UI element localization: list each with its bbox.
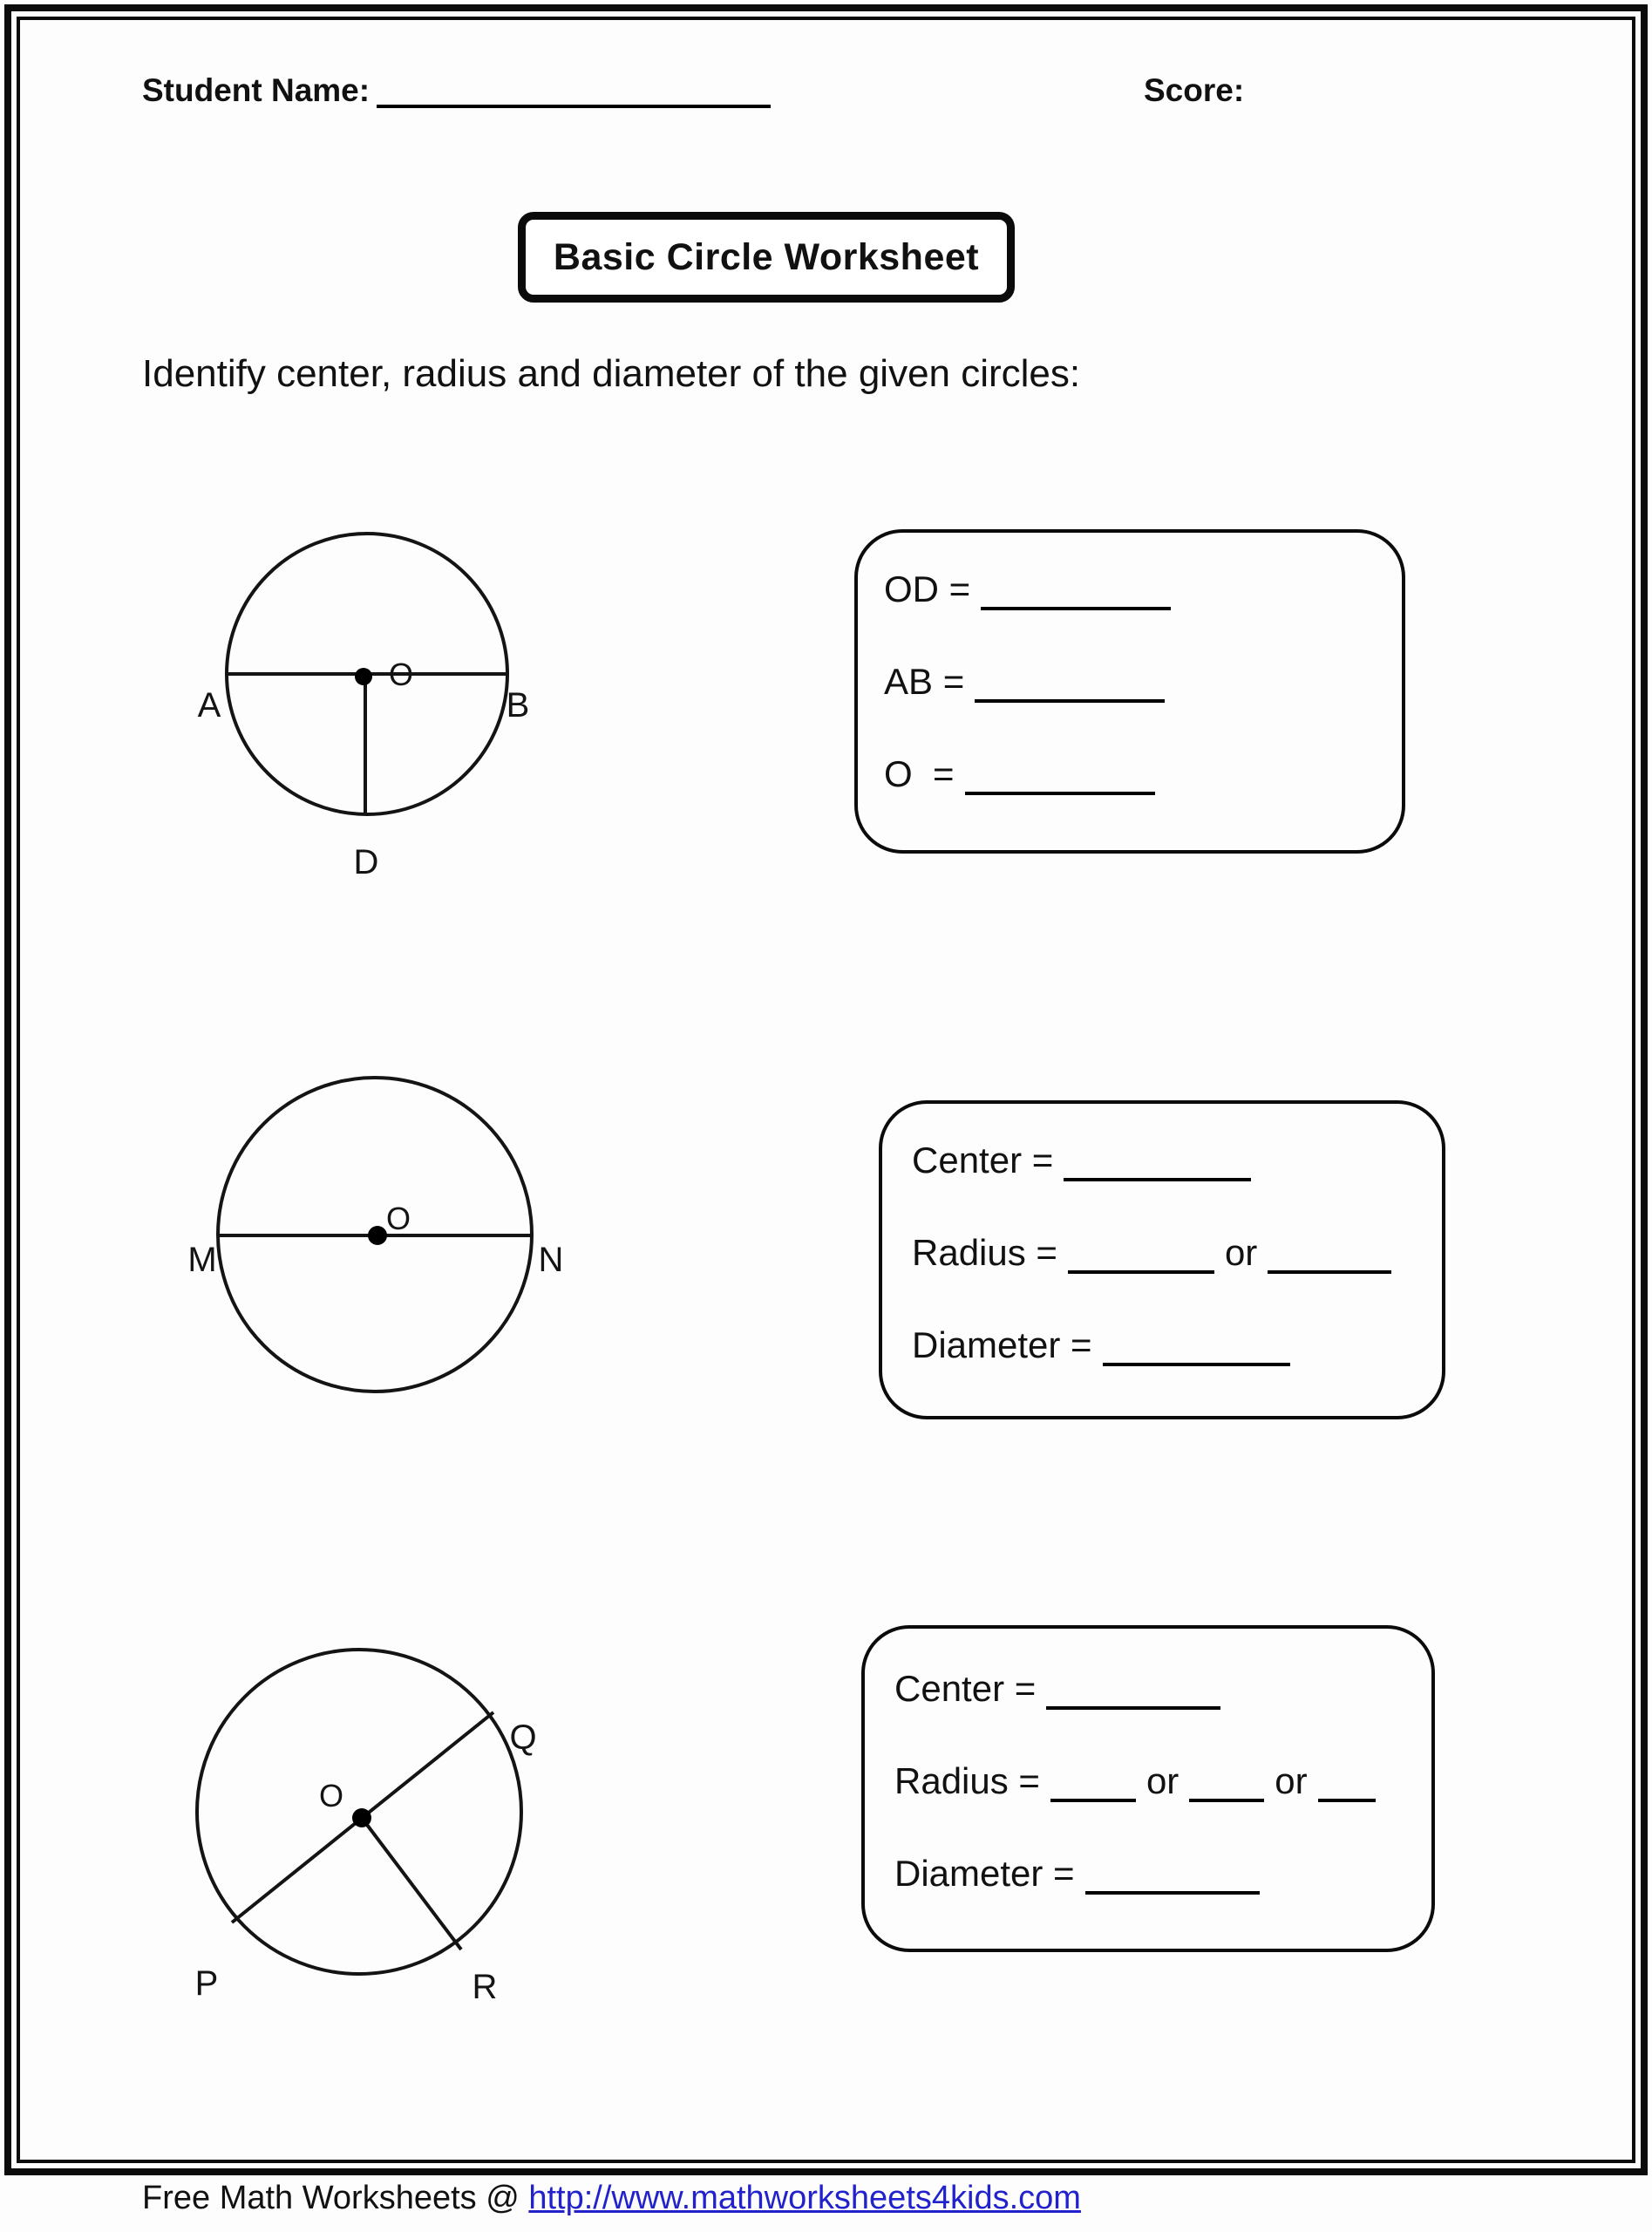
footer-link[interactable]: http://www.mathworksheets4kids.com: [528, 2180, 1081, 2216]
center-label-o: O: [385, 1201, 411, 1236]
or-label: or: [1275, 1760, 1308, 1801]
or-label: or: [1146, 1760, 1180, 1801]
answer-row: [884, 564, 1402, 615]
or-label: or: [1224, 1232, 1258, 1273]
center-label-o: O: [318, 1778, 344, 1814]
answer-blank-radius-2[interactable]: [1189, 1799, 1264, 1802]
instruction-text: Identify center, radius and diameter of the given circles:: [142, 352, 1081, 395]
answer-label-ab: AB =: [884, 661, 965, 702]
answer-blank-center[interactable]: [1064, 1178, 1251, 1181]
answer-blank-radius-3[interactable]: [1318, 1799, 1376, 1802]
answer-row: [884, 657, 1402, 707]
center-label-o: O: [388, 657, 414, 692]
answer-label-diameter: Diameter =: [894, 1853, 1075, 1894]
answer-row: [912, 1228, 1442, 1278]
answer-blank-radius-1[interactable]: [1068, 1270, 1214, 1274]
center-dot: [352, 1808, 371, 1827]
answer-label-od: OD =: [884, 568, 971, 609]
answer-box-2: [879, 1100, 1445, 1419]
answer-box-1: [854, 529, 1405, 854]
center-dot: [355, 668, 372, 685]
point-label-m: M: [187, 1241, 217, 1279]
center-dot: [368, 1226, 387, 1245]
answer-label-diameter: Diameter =: [912, 1324, 1092, 1365]
radius-line-or: [362, 1818, 461, 1950]
point-label-n: N: [538, 1241, 564, 1279]
answer-row: [912, 1320, 1442, 1371]
answer-blank-o[interactable]: [965, 792, 1155, 795]
point-label-p: P: [194, 1964, 219, 2003]
answer-label-radius: Radius =: [894, 1760, 1040, 1801]
answer-blank-radius-2[interactable]: [1268, 1270, 1391, 1274]
point-label-r: R: [472, 1968, 498, 2006]
answer-label-center: Center =: [894, 1668, 1037, 1709]
footer: [142, 2180, 1081, 2217]
student-name-label: Student Name:: [142, 72, 371, 108]
answer-label-o: O =: [884, 753, 955, 794]
answer-row: [894, 1756, 1431, 1807]
answer-label-radius: Radius =: [912, 1232, 1057, 1273]
point-label-q: Q: [509, 1718, 537, 1757]
point-label-d: D: [353, 843, 379, 881]
circle-diagram-2: [187, 1078, 563, 1392]
answer-blank-diameter[interactable]: [1103, 1363, 1290, 1366]
score-label: Score:: [1144, 72, 1245, 108]
answer-row: [894, 1848, 1431, 1899]
point-label-a: A: [197, 686, 221, 725]
answer-row: [912, 1135, 1442, 1186]
answer-row: [894, 1664, 1431, 1714]
answer-box-3: [861, 1625, 1435, 1952]
circle-diagram-1: [198, 534, 530, 881]
footer-text: Free Math Worksheets @: [142, 2180, 529, 2216]
answer-blank-diameter[interactable]: [1085, 1891, 1260, 1895]
answer-row: [884, 749, 1402, 800]
page-title: Basic Circle Worksheet: [553, 235, 980, 278]
answer-blank-center[interactable]: [1046, 1706, 1220, 1710]
answer-blank-ab[interactable]: [975, 699, 1165, 703]
answer-blank-radius-1[interactable]: [1050, 1799, 1136, 1802]
circle-diagram-3: [195, 1650, 537, 2006]
answer-blank-od[interactable]: [981, 607, 1171, 610]
point-label-b: B: [506, 686, 530, 725]
answer-label-center: Center =: [912, 1140, 1054, 1181]
